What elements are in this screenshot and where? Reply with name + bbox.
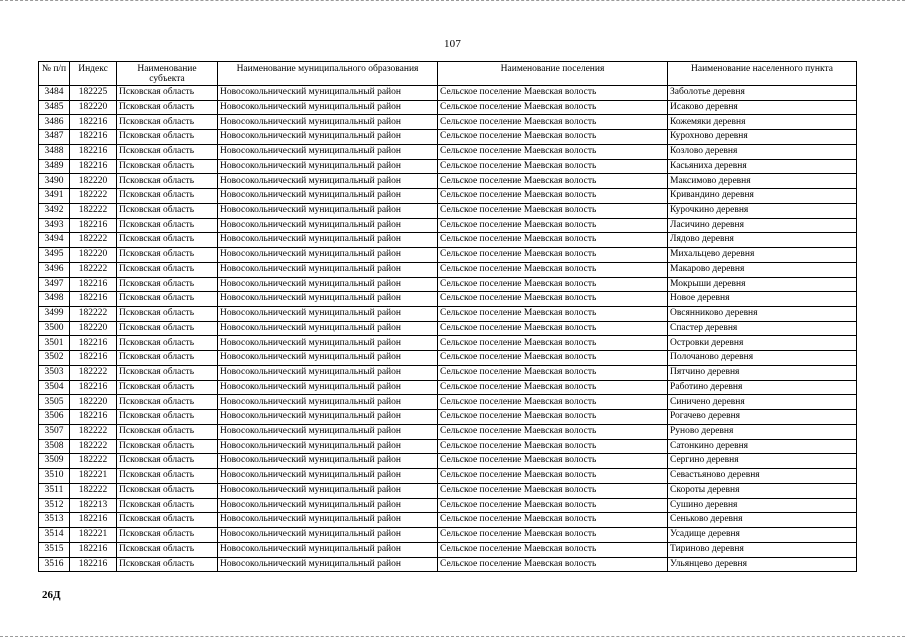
table-row [39, 513, 857, 528]
cell-subject: Псковская область [117, 351, 218, 366]
cell-locality: Овсянниково деревня [668, 307, 857, 322]
cell-subject: Псковская область [117, 321, 218, 336]
cell-subject: Псковская область [117, 307, 218, 322]
cell-locality: Кривандино деревня [668, 189, 857, 204]
header-locality: Наименование населенного пункта [668, 62, 857, 86]
cell-municipality: Новосокольнический муниципальный район [218, 469, 438, 484]
cell-locality: Островки деревня [668, 336, 857, 351]
table-row [39, 262, 857, 277]
cell-index: 182222 [70, 483, 117, 498]
cell-municipality: Новосокольнический муниципальный район [218, 130, 438, 145]
cell-settlement: Сельское поселение Маевская волость [438, 115, 668, 130]
cell-settlement: Сельское поселение Маевская волость [438, 248, 668, 263]
table-row [39, 483, 857, 498]
table-row [39, 115, 857, 130]
cell-index: 182220 [70, 321, 117, 336]
table-row [39, 233, 857, 248]
header-settlement: Наименование поселения [438, 62, 668, 86]
cell-num: 3498 [39, 292, 70, 307]
cell-settlement: Сельское поселение Маевская волость [438, 262, 668, 277]
cell-num: 3485 [39, 100, 70, 115]
cell-num: 3497 [39, 277, 70, 292]
cell-settlement: Сельское поселение Маевская волость [438, 100, 668, 115]
table-row [39, 100, 857, 115]
cell-subject: Псковская область [117, 410, 218, 425]
cell-locality: Севастьяново деревня [668, 469, 857, 484]
cell-locality: Касьяниха деревня [668, 159, 857, 174]
cell-locality: Работино деревня [668, 380, 857, 395]
cell-locality: Скороты деревня [668, 483, 857, 498]
cell-settlement: Сельское поселение Маевская волость [438, 233, 668, 248]
cell-subject: Псковская область [117, 144, 218, 159]
cell-index: 182216 [70, 336, 117, 351]
cell-num: 3492 [39, 203, 70, 218]
table-row [39, 439, 857, 454]
cell-settlement: Сельское поселение Маевская волость [438, 86, 668, 101]
cell-index: 182221 [70, 469, 117, 484]
table-row [39, 542, 857, 557]
cell-municipality: Новосокольнический муниципальный район [218, 307, 438, 322]
cell-num: 3501 [39, 336, 70, 351]
cell-num: 3489 [39, 159, 70, 174]
cell-subject: Псковская область [117, 86, 218, 101]
cell-settlement: Сельское поселение Маевская волость [438, 395, 668, 410]
header-index: Индекс [70, 62, 117, 86]
cell-municipality: Новосокольнический муниципальный район [218, 380, 438, 395]
cell-subject: Псковская область [117, 424, 218, 439]
cell-subject: Псковская область [117, 218, 218, 233]
table-row [39, 130, 857, 145]
cell-index: 182222 [70, 365, 117, 380]
cell-settlement: Сельское поселение Маевская волость [438, 439, 668, 454]
cell-subject: Псковская область [117, 174, 218, 189]
table-row [39, 351, 857, 366]
cell-municipality: Новосокольнический муниципальный район [218, 410, 438, 425]
table-row [39, 159, 857, 174]
cell-index: 182216 [70, 115, 117, 130]
cell-locality: Мокрыши деревня [668, 277, 857, 292]
cell-num: 3486 [39, 115, 70, 130]
cell-municipality: Новосокольнический муниципальный район [218, 262, 438, 277]
cell-locality: Заболотье деревня [668, 86, 857, 101]
cell-subject: Псковская область [117, 336, 218, 351]
cell-settlement: Сельское поселение Маевская волость [438, 277, 668, 292]
cell-index: 182222 [70, 233, 117, 248]
cell-index: 182213 [70, 498, 117, 513]
cell-municipality: Новосокольнический муниципальный район [218, 336, 438, 351]
cell-municipality: Новосокольнический муниципальный район [218, 439, 438, 454]
cell-municipality: Новосокольнический муниципальный район [218, 351, 438, 366]
cell-municipality: Новосокольнический муниципальный район [218, 542, 438, 557]
cell-locality: Сатонкино деревня [668, 439, 857, 454]
cell-subject: Псковская область [117, 277, 218, 292]
table-row [39, 454, 857, 469]
cell-index: 182216 [70, 380, 117, 395]
cell-locality: Кожемяки деревня [668, 115, 857, 130]
cell-subject: Псковская область [117, 189, 218, 204]
cell-index: 182222 [70, 262, 117, 277]
cell-num: 3511 [39, 483, 70, 498]
table-row [39, 557, 857, 572]
cell-municipality: Новосокольнический муниципальный район [218, 321, 438, 336]
cell-index: 182222 [70, 424, 117, 439]
cell-index: 182222 [70, 203, 117, 218]
table-row [39, 321, 857, 336]
cell-municipality: Новосокольнический муниципальный район [218, 424, 438, 439]
cell-subject: Псковская область [117, 100, 218, 115]
cell-locality: Сеньково деревня [668, 513, 857, 528]
cell-locality: Новое деревня [668, 292, 857, 307]
table-row [39, 189, 857, 204]
cell-settlement: Сельское поселение Маевская волость [438, 159, 668, 174]
table-header-row [39, 62, 857, 86]
cell-subject: Псковская область [117, 454, 218, 469]
table-row [39, 395, 857, 410]
cell-num: 3491 [39, 189, 70, 204]
table-row [39, 174, 857, 189]
table-row [39, 410, 857, 425]
cell-num: 3499 [39, 307, 70, 322]
cell-locality: Ульянцево деревня [668, 557, 857, 572]
cell-num: 3494 [39, 233, 70, 248]
cell-subject: Псковская область [117, 262, 218, 277]
cell-index: 182220 [70, 248, 117, 263]
cell-subject: Псковская область [117, 365, 218, 380]
cell-subject: Псковская область [117, 115, 218, 130]
cell-municipality: Новосокольнический муниципальный район [218, 557, 438, 572]
cell-index: 182216 [70, 557, 117, 572]
cell-settlement: Сельское поселение Маевская волость [438, 174, 668, 189]
cell-municipality: Новосокольнический муниципальный район [218, 513, 438, 528]
cell-num: 3513 [39, 513, 70, 528]
cell-num: 3502 [39, 351, 70, 366]
cell-locality: Спастер деревня [668, 321, 857, 336]
page-number: 107 [443, 38, 462, 50]
cell-subject: Псковская область [117, 159, 218, 174]
cell-settlement: Сельское поселение Маевская волость [438, 483, 668, 498]
cell-municipality: Новосокольнический муниципальный район [218, 144, 438, 159]
cell-index: 182222 [70, 307, 117, 322]
cell-locality: Исаково деревня [668, 100, 857, 115]
cell-num: 3490 [39, 174, 70, 189]
cell-settlement: Сельское поселение Маевская волость [438, 542, 668, 557]
cell-settlement: Сельское поселение Маевская волость [438, 498, 668, 513]
cell-subject: Псковская область [117, 395, 218, 410]
table-row [39, 218, 857, 233]
cell-settlement: Сельское поселение Маевская волость [438, 365, 668, 380]
table-row [39, 86, 857, 101]
cell-municipality: Новосокольнический муниципальный район [218, 189, 438, 204]
cell-num: 3500 [39, 321, 70, 336]
header-municipality: Наименование муниципального образования [218, 62, 438, 86]
cell-subject: Псковская область [117, 130, 218, 145]
cell-subject: Псковская область [117, 248, 218, 263]
table-row [39, 498, 857, 513]
cell-num: 3514 [39, 528, 70, 543]
cell-num: 3512 [39, 498, 70, 513]
cell-municipality: Новосокольнический муниципальный район [218, 498, 438, 513]
cell-municipality: Новосокольнический муниципальный район [218, 277, 438, 292]
cell-locality: Синичено деревня [668, 395, 857, 410]
cell-num: 3493 [39, 218, 70, 233]
table-row [39, 469, 857, 484]
table-row [39, 424, 857, 439]
cell-settlement: Сельское поселение Маевская волость [438, 130, 668, 145]
cell-settlement: Сельское поселение Маевская волость [438, 351, 668, 366]
cell-subject: Псковская область [117, 292, 218, 307]
cell-index: 182216 [70, 144, 117, 159]
table-row [39, 292, 857, 307]
cell-settlement: Сельское поселение Маевская волость [438, 203, 668, 218]
cell-municipality: Новосокольнический муниципальный район [218, 395, 438, 410]
cell-subject: Псковская область [117, 542, 218, 557]
cell-municipality: Новосокольнический муниципальный район [218, 248, 438, 263]
table-row [39, 336, 857, 351]
cell-locality: Ласичино деревня [668, 218, 857, 233]
cell-num: 3515 [39, 542, 70, 557]
table-body [39, 86, 857, 572]
cell-settlement: Сельское поселение Маевская волость [438, 528, 668, 543]
cell-subject: Псковская область [117, 439, 218, 454]
cell-index: 182216 [70, 218, 117, 233]
cell-municipality: Новосокольнический муниципальный район [218, 483, 438, 498]
cell-municipality: Новосокольнический муниципальный район [218, 115, 438, 130]
cell-locality: Максимово деревня [668, 174, 857, 189]
cell-num: 3505 [39, 395, 70, 410]
cell-locality: Михальцево деревня [668, 248, 857, 263]
cell-settlement: Сельское поселение Маевская волость [438, 557, 668, 572]
cell-num: 3503 [39, 365, 70, 380]
scan-edge-bottom [0, 636, 905, 638]
cell-settlement: Сельское поселение Маевская волость [438, 454, 668, 469]
cell-index: 182225 [70, 86, 117, 101]
cell-subject: Псковская область [117, 233, 218, 248]
cell-settlement: Сельское поселение Маевская волость [438, 336, 668, 351]
footer-code: 26Д [42, 589, 61, 601]
cell-index: 182220 [70, 174, 117, 189]
cell-num: 3510 [39, 469, 70, 484]
cell-municipality: Новосокольнический муниципальный район [218, 203, 438, 218]
cell-locality: Полочаново деревня [668, 351, 857, 366]
cell-locality: Макарово деревня [668, 262, 857, 277]
cell-municipality: Новосокольнический муниципальный район [218, 233, 438, 248]
cell-num: 3508 [39, 439, 70, 454]
cell-num: 3516 [39, 557, 70, 572]
cell-locality: Усадище деревня [668, 528, 857, 543]
cell-num: 3496 [39, 262, 70, 277]
cell-num: 3495 [39, 248, 70, 263]
cell-settlement: Сельское поселение Маевская волость [438, 469, 668, 484]
cell-index: 182216 [70, 277, 117, 292]
cell-num: 3506 [39, 410, 70, 425]
cell-subject: Псковская область [117, 498, 218, 513]
cell-municipality: Новосокольнический муниципальный район [218, 365, 438, 380]
cell-settlement: Сельское поселение Маевская волость [438, 410, 668, 425]
cell-index: 182220 [70, 395, 117, 410]
cell-subject: Псковская область [117, 203, 218, 218]
cell-settlement: Сельское поселение Маевская волость [438, 292, 668, 307]
cell-num: 3484 [39, 86, 70, 101]
table-row [39, 307, 857, 322]
table-row [39, 203, 857, 218]
cell-municipality: Новосокольнический муниципальный район [218, 292, 438, 307]
cell-index: 182216 [70, 410, 117, 425]
cell-locality: Руново деревня [668, 424, 857, 439]
cell-locality: Курочкино деревня [668, 203, 857, 218]
cell-index: 182222 [70, 189, 117, 204]
cell-num: 3509 [39, 454, 70, 469]
table-row [39, 144, 857, 159]
cell-settlement: Сельское поселение Маевская волость [438, 513, 668, 528]
cell-index: 182222 [70, 439, 117, 454]
localities-table [38, 61, 857, 572]
cell-municipality: Новосокольнический муниципальный район [218, 218, 438, 233]
table-row [39, 277, 857, 292]
cell-locality: Пятчино деревня [668, 365, 857, 380]
cell-settlement: Сельское поселение Маевская волость [438, 321, 668, 336]
cell-municipality: Новосокольнический муниципальный район [218, 159, 438, 174]
cell-subject: Псковская область [117, 469, 218, 484]
cell-locality: Тириново деревня [668, 542, 857, 557]
cell-locality: Курохново деревня [668, 130, 857, 145]
cell-num: 3487 [39, 130, 70, 145]
cell-municipality: Новосокольнический муниципальный район [218, 454, 438, 469]
cell-settlement: Сельское поселение Маевская волость [438, 380, 668, 395]
cell-index: 182220 [70, 100, 117, 115]
scan-edge-top [0, 0, 905, 2]
cell-municipality: Новосокольнический муниципальный район [218, 528, 438, 543]
cell-locality: Рогачево деревня [668, 410, 857, 425]
table-row [39, 380, 857, 395]
cell-index: 182216 [70, 513, 117, 528]
cell-subject: Псковская область [117, 483, 218, 498]
cell-settlement: Сельское поселение Маевская волость [438, 424, 668, 439]
cell-settlement: Сельское поселение Маевская волость [438, 189, 668, 204]
cell-num: 3507 [39, 424, 70, 439]
cell-index: 182216 [70, 351, 117, 366]
cell-settlement: Сельское поселение Маевская волость [438, 218, 668, 233]
cell-municipality: Новосокольнический муниципальный район [218, 100, 438, 115]
cell-subject: Псковская область [117, 380, 218, 395]
cell-settlement: Сельское поселение Маевская волость [438, 144, 668, 159]
header-num: № п/п [39, 62, 70, 86]
cell-index: 182221 [70, 528, 117, 543]
cell-index: 182216 [70, 542, 117, 557]
cell-subject: Псковская область [117, 557, 218, 572]
cell-locality: Сергино деревня [668, 454, 857, 469]
cell-subject: Псковская область [117, 513, 218, 528]
header-subject: Наименование субъекта [117, 62, 218, 86]
cell-num: 3504 [39, 380, 70, 395]
cell-subject: Псковская область [117, 528, 218, 543]
cell-settlement: Сельское поселение Маевская волость [438, 307, 668, 322]
cell-municipality: Новосокольнический муниципальный район [218, 86, 438, 101]
cell-locality: Козлово деревня [668, 144, 857, 159]
table-row [39, 248, 857, 263]
cell-index: 182216 [70, 159, 117, 174]
cell-index: 182222 [70, 454, 117, 469]
table-row [39, 528, 857, 543]
cell-index: 182216 [70, 130, 117, 145]
cell-locality: Сушино деревня [668, 498, 857, 513]
cell-locality: Лядово деревня [668, 233, 857, 248]
cell-num: 3488 [39, 144, 70, 159]
table-row [39, 365, 857, 380]
cell-index: 182216 [70, 292, 117, 307]
cell-municipality: Новосокольнический муниципальный район [218, 174, 438, 189]
